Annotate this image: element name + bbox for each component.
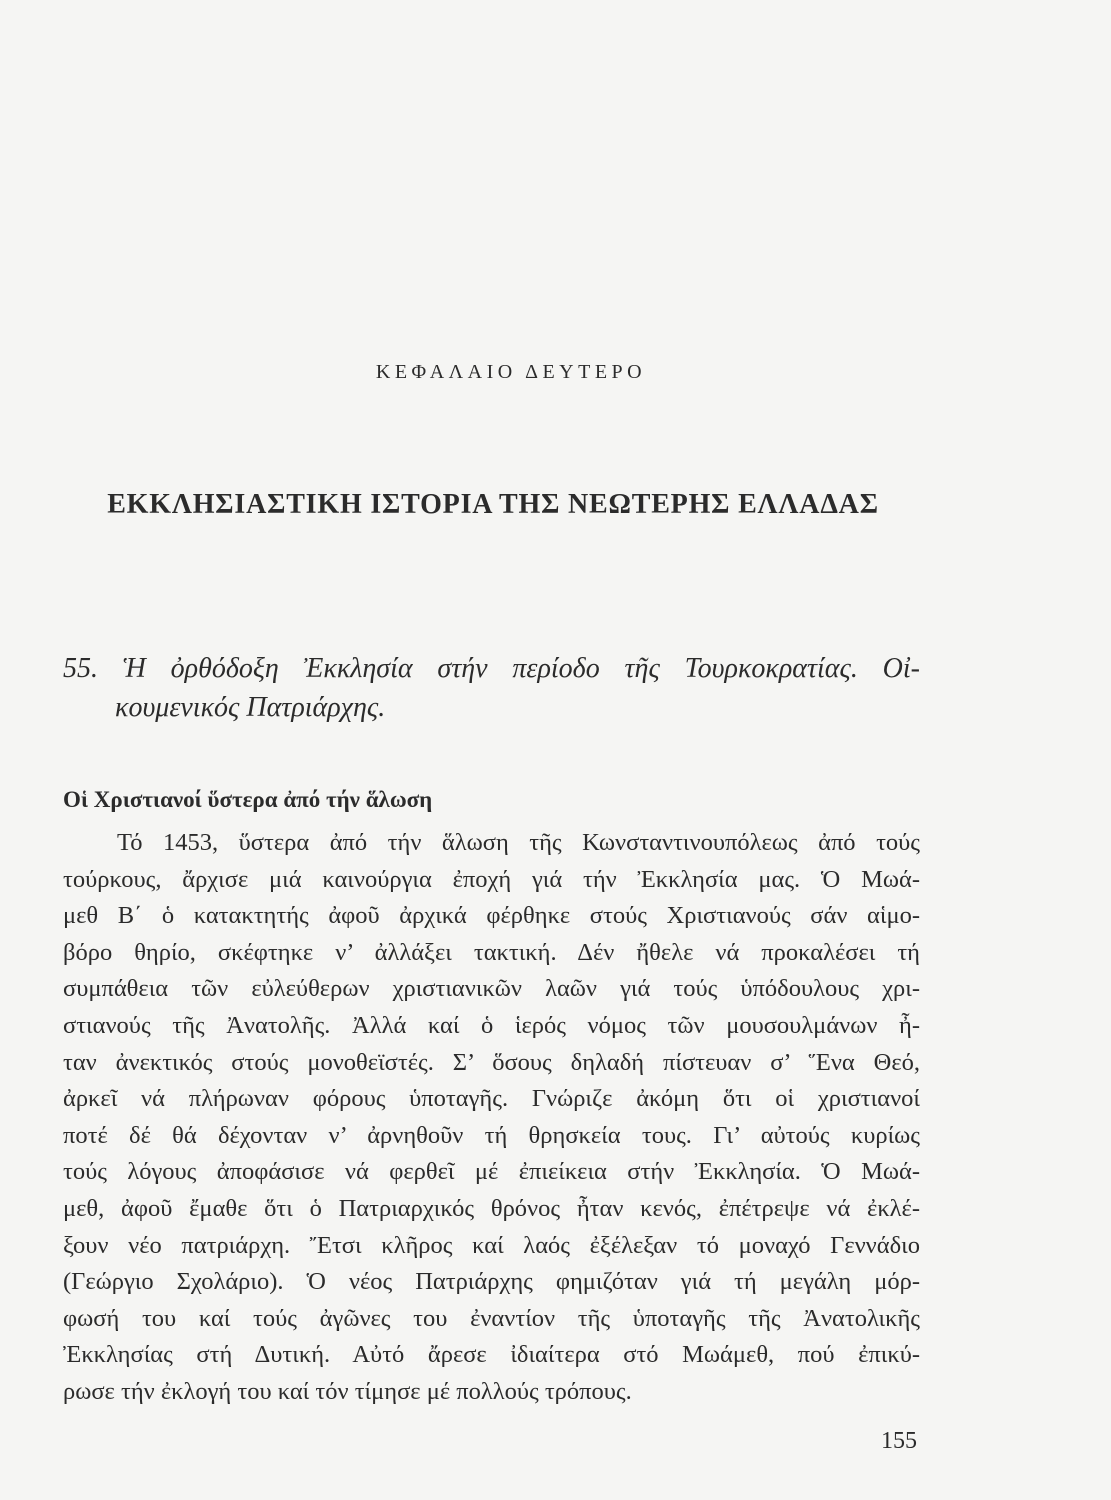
body-line-text: βόρο θηρίο, σκέφτηκε ν’ ἀλλάξει τακτική. Δέν ἤθελε νά προκαλέσει τή bbox=[63, 938, 920, 966]
section-title-part: Ἡ ὀρθόδοξη Ἐκκλησία στήν περίοδο τῆς Τουρκοκρατίας. Οἰ- bbox=[122, 653, 920, 684]
body-line-text: μεθ Β΄ ὁ κατακτητής ἀφοῦ ἀρχικά φέρθηκε στούς Χριστιανούς σάν αἱμο- bbox=[63, 902, 920, 930]
body-line bbox=[63, 1264, 920, 1301]
body-line-text: μεθ, ἀφοῦ ἔμαθε ὅτι ὁ Πατριαρχικός θρόνος ἦταν κενός, ἐπέτρεψε νά ἐκλέ- bbox=[63, 1194, 920, 1222]
body-line-text: Τό 1453, ὕστερα ἀπό τήν ἅλωση τῆς Κωνσταντινουπόλεως ἀπό τούς bbox=[117, 829, 920, 856]
chapter-label: ΚΕΦΑΛΑΙΟ ΔΕΥΤΕΡΟ bbox=[375, 361, 647, 383]
body-line bbox=[63, 1301, 920, 1338]
body-line-text: ρωσε τήν ἐκλογή του καί τόν τίμησε μέ πολλούς τρόπους. bbox=[63, 1377, 632, 1405]
body-line-text: ταν ἀνεκτικός στούς μονοθεϊστές. Σ’ ὅσους δηλαδή πίστευαν σ’ Ἕνα Θεό, bbox=[63, 1048, 920, 1076]
body-line-text: φωσή του καί τούς ἀγῶνες του ἐναντίον τῆς ὑποταγῆς τῆς Ἀνατολικῆς bbox=[63, 1304, 920, 1332]
body-line-text: ξουν νέο πατριάρχη. Ἔτσι κλῆρος καί λαός ἐξέλεξαν τό μοναχό Γεννάδιο bbox=[63, 1231, 920, 1259]
body-line-text: συμπάθεια τῶν εὐλεύθερων χριστιανικῶν λαῶν γιά τούς ὑπόδουλους χρι- bbox=[63, 975, 920, 1003]
body-line bbox=[63, 1337, 920, 1374]
body-line-text: (Γεώργιο Σχολάριο). Ὁ νέος Πατριάρχης φημιζόταν γιά τή μεγάλη μόρ- bbox=[63, 1268, 920, 1296]
body-line bbox=[63, 1118, 920, 1155]
body-line bbox=[63, 898, 920, 935]
section-heading-line bbox=[63, 688, 920, 727]
body-line bbox=[63, 862, 920, 899]
section-heading-line bbox=[63, 649, 920, 688]
body-line-text: Ἐκκλησίας στή Δυτική. Αὐτό ἄρεσε ἰδιαίτερα στό Μωάμεθ, πού ἐπικύ- bbox=[63, 1341, 920, 1369]
body-line bbox=[63, 1081, 920, 1118]
body-line bbox=[63, 1191, 920, 1228]
body-line bbox=[63, 1045, 920, 1082]
section-title-part: κουμενικός Πατριάρχης. bbox=[115, 692, 386, 723]
section-heading bbox=[63, 649, 920, 727]
body-line bbox=[63, 825, 920, 862]
body-line bbox=[63, 935, 920, 972]
body-line bbox=[63, 1374, 920, 1411]
body-line-text: ποτέ δέ θά δέχονταν ν’ ἀρνηθοῦν τή θρησκεία τους. Γι’ αὐτούς κυρίως bbox=[63, 1121, 920, 1149]
section-number: 55. bbox=[63, 653, 98, 684]
section-heading-line-text bbox=[63, 649, 920, 688]
body-line-text: τούς λόγους ἀποφάσισε νά φερθεῖ μέ ἐπιείκεια στήν Ἐκκλησία. Ὁ Μωά- bbox=[63, 1158, 920, 1186]
subheading: Οἱ Χριστιανοί ὕστερα ἀπό τήν ἅλωση bbox=[63, 787, 433, 812]
body-paragraph bbox=[63, 825, 920, 1411]
body-line-text: στιανούς τῆς Ἀνατολῆς. Ἀλλά καί ὁ ἱερός νόμος τῶν μουσουλμάνων ἦ- bbox=[63, 1011, 920, 1039]
body-line bbox=[63, 1228, 920, 1265]
body-line-text: ἀρκεῖ νά πλήρωναν φόρους ὑποταγῆς. Γνώριζε ἀκόμη ὅτι οἱ χριστιανοί bbox=[63, 1085, 920, 1113]
body-line bbox=[63, 1008, 920, 1045]
body-line bbox=[63, 1154, 920, 1191]
body-line bbox=[63, 971, 920, 1008]
page-number: 155 bbox=[881, 1428, 917, 1454]
chapter-title: ΕΚΚΛΗΣΙΑΣΤΙΚΗ ΙΣΤΟΡΙΑ ΤΗΣ ΝΕΩΤΕΡΗΣ ΕΛΛΑΔΑΣ bbox=[107, 489, 879, 520]
body-line-text: τούρκους, ἄρχισε μιά καινούργια ἐποχή γιά τήν Ἐκκλησία μας. Ὁ Μωά- bbox=[63, 865, 920, 893]
